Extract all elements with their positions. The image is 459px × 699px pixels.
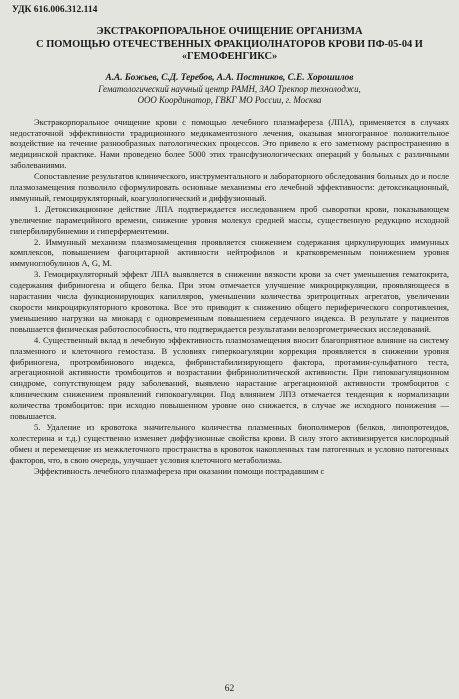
article-body bbox=[10, 117, 449, 477]
title-line: «ГЕМОФЕНГИКС» bbox=[181, 51, 278, 63]
title-line: С ПОМОЩЬЮ ОТЕЧЕСТВЕННЫХ ФРАКЦИОЛНАТОРОВ КРОВИ ПФ-05-04 И bbox=[36, 38, 423, 50]
title-line: ЭКСТРАКОРПОРАЛЬНОЕ ОЧИЩЕНИЕ ОРГАНИЗМА bbox=[96, 26, 363, 37]
paragraph: 3. Гемоциркуляторный эффект ЛПА выявляется в снижении вязкости крови за счет уменьшения гематокрита, содержания фибриногена и общего белка. При этом отмечается улучшение микроциркуляции, проявляющееся в нарастании числа функционирующих капилляров, уменьшении количества эритроцитных агрегатов, увеличении скорости микроциркуляторного кровотока. Все это приводит к снижению общего периферического сопротивления, уменьшению нагрузки на миокард с одновременным повышением сердечного индекса. В результате у пациентов повышается физическая работоспособность, что подтверждается результатами велоэргометрических исследований. bbox=[10, 269, 449, 334]
affiliation-line: ООО Координатор, ГВКГ МО России, г. Москва bbox=[137, 95, 322, 106]
udk-code: УДК 616.006.312.114 bbox=[12, 5, 98, 15]
article-title bbox=[10, 26, 449, 64]
affiliation bbox=[10, 84, 449, 107]
paragraph: Экстракорпоральное очищение крови с помощью лечебного плазмафереза (ЛПА), применяется в случаях недостаточной эффективности традиционного медикаментозного лечения, оказывая многогранное положительное воздействие на течение разнообразных патологических процессов. Это привело к его заметному распространению в медицинской практике. Нами проведено более 5000 этих трансфузиологических операций у больных с различными заболеваниями. bbox=[10, 116, 449, 171]
paragraph: 1. Детоксикационное действие ЛПА подтверждается исследованием проб сыворотки крови, показывающем увеличение парамецийного времени, снижение уровня молекул средней массы, существенную редукцию исходной гипербилирубинемии и гиперферментемии. bbox=[10, 203, 449, 236]
paragraph: 2. Иммунный механизм плазмозамещения проявляется снижением содержания циркулирующих иммунных комплексов, повышением фагоцитарной активности нейтрофилов и кратковременным понижением уровня иммуноглобулинов A, G, M. bbox=[10, 236, 449, 269]
paragraph: 5. Удаление из кровотока значительного количества плазменных биополимеров (белков, липопротеидов, холестерина и т.д.) существенно изменяет диффузионные свойства крови. В силу этого активизируется кислородный обмен и перемещение из межклеточного пространства в кровоток накопленных там патогенных и условно патогенных факторов, что, в свою очередь, улучшает условия клеточного метаболизма. bbox=[10, 421, 449, 465]
affiliation-line: Гематологический научный центр РАМН, ЗАО Трекпор технолоджи, bbox=[98, 83, 361, 94]
paragraph: Эффективность лечебного плазмафереза при оказании помощи пострадавшим с bbox=[34, 465, 325, 476]
paragraph: Сопоставление результатов клинического, инструментального и лабораторного обследования больных до и после плазмозамещения позволило сформулировать основные механизмы его лечебной эффективности: детоксикационный, иммунный, гемоцирукляторный, коагулологический и диффузионный. bbox=[10, 171, 449, 203]
paragraph: 4. Существенный вклад в лечебную эффективность плазмозамещения вносит благоприятное влияние на систему плазменного и клеточного гемостаза. В условиях гиперкоагуляции коррекция проявляется в снижении уровня фибриногена, протромбинового индекса, фибринстабилизирующего фактора, протамин-сульфатного теста, агрегационной активности тромбоцитов и возрастании фибринолитической активности. При гипокоагуляционном синдроме, сопутствующем ряду заболеваний, выявлено нарастание агрегационной активности тромбоцитов с клиническим снижением проявлений гипокоагуляции. Под влиянием ЛПЗ отмечается тенденция к нормализации количества тромбоцитов: при исходно повышенном уровне оно снижается, в случае же исходного понижения — повышается. bbox=[10, 334, 449, 422]
authors: А.А. Божьев, С.Д. Теребов, А.А. Постников, С.Е. Хорошилов bbox=[105, 72, 354, 83]
page-number: 62 bbox=[224, 684, 235, 694]
